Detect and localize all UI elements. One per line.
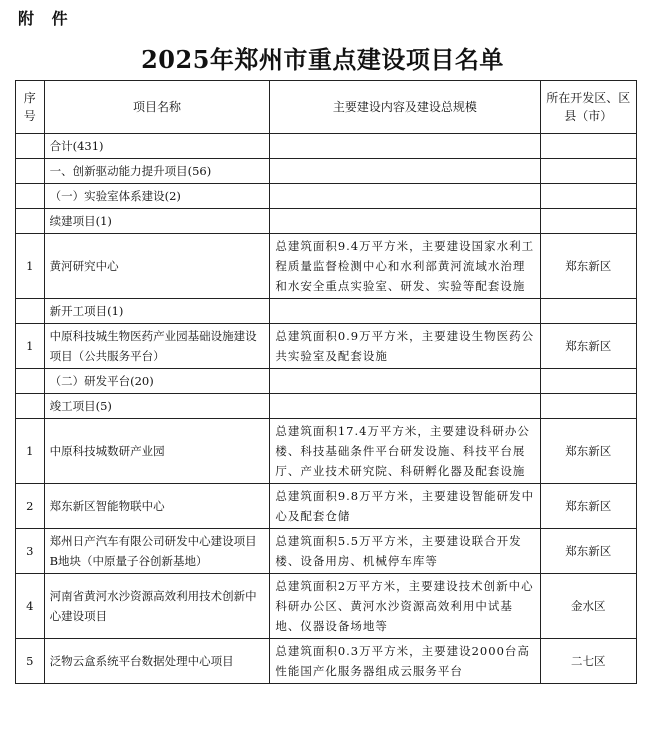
project-content: 总建筑面积0.3万平方米，主要建设2000台高性能国产化服务器组成云服务平台 <box>270 639 540 684</box>
attachment-label: 附 件 <box>18 9 74 28</box>
header-district: 所在开发区、区县（市） <box>540 81 636 134</box>
table-row <box>16 324 637 369</box>
project-content: 总建筑面积9.4万平方米，主要建设国家水利工程质量监督检测中心和水利部黄河流域水治理和水安全重点实验室、研发、实验等配套设施 <box>270 234 540 299</box>
row-number: 4 <box>16 574 45 639</box>
header-number: 序号 <box>16 81 45 134</box>
project-district: 郑东新区 <box>540 484 636 529</box>
project-content: 总建筑面积17.4万平方米，主要建设科研办公楼、科技基础条件平台研发设施、科技平台展厅、产业技术研究院、科研孵化器及配套设施 <box>270 419 540 484</box>
section-total: 合计(431) <box>44 134 270 159</box>
table-row <box>16 419 637 484</box>
table-row <box>16 639 637 684</box>
header-content: 主要建设内容及建设总规模 <box>270 81 540 134</box>
project-name: 郑州日产汽车有限公司研发中心建设项目B地块（中原量子谷创新基地） <box>44 529 270 574</box>
project-district: 郑东新区 <box>540 234 636 299</box>
project-district: 郑东新区 <box>540 419 636 484</box>
project-name: 泛物云盒系统平台数据处理中心项目 <box>44 639 270 684</box>
table-header-row <box>16 81 637 134</box>
row-number: 1 <box>16 234 45 299</box>
project-content: 总建筑面积9.8万平方米，主要建设智能研发中心及配套仓储 <box>270 484 540 529</box>
row-number: 1 <box>16 324 45 369</box>
table-row <box>16 484 637 529</box>
section-row-continued <box>16 209 637 234</box>
project-district: 二七区 <box>540 639 636 684</box>
project-name: 黄河研究中心 <box>44 234 270 299</box>
section-continued: 续建项目(1) <box>44 209 270 234</box>
row-number: 5 <box>16 639 45 684</box>
project-content: 总建筑面积2万平方米，主要建设技术创新中心科研办公区、黄河水沙资源高效利用中试基地、仪器设备场地等 <box>270 574 540 639</box>
section-row-rd-platform <box>16 369 637 394</box>
header-name: 项目名称 <box>44 81 270 134</box>
project-content: 总建筑面积5.5万平方米，主要建设联合开发楼、设备用房、机械停车库等 <box>270 529 540 574</box>
section-innovation: 一、创新驱动能力提升项目(56) <box>44 159 270 184</box>
table-row <box>16 574 637 639</box>
project-name: 河南省黄河水沙资源高效利用技术创新中心建设项目 <box>44 574 270 639</box>
section-new-start: 新开工项目(1) <box>44 299 270 324</box>
section-completed: 竣工项目(5) <box>44 394 270 419</box>
table-row <box>16 529 637 574</box>
section-row-lab-system <box>16 184 637 209</box>
page-title: 2025年郑州市重点建设项目名单 <box>141 45 504 74</box>
project-name: 中原科技城生物医药产业园基础设施建设项目（公共服务平台） <box>44 324 270 369</box>
project-name: 郑东新区智能物联中心 <box>44 484 270 529</box>
section-rd-platform: （二）研发平台(20) <box>44 369 270 394</box>
table-row <box>16 234 637 299</box>
project-name: 中原科技城数研产业园 <box>44 419 270 484</box>
row-number: 3 <box>16 529 45 574</box>
row-number: 2 <box>16 484 45 529</box>
section-row-innovation <box>16 159 637 184</box>
section-row-total <box>16 134 637 159</box>
project-district: 郑东新区 <box>540 529 636 574</box>
row-number: 1 <box>16 419 45 484</box>
project-table <box>15 80 637 684</box>
section-lab-system: （一）实验室体系建设(2) <box>44 184 270 209</box>
section-row-completed <box>16 394 637 419</box>
project-district: 郑东新区 <box>540 324 636 369</box>
section-row-new-start <box>16 299 637 324</box>
project-content: 总建筑面积0.9万平方米，主要建设生物医药公共实验室及配套设施 <box>270 324 540 369</box>
project-district: 金水区 <box>540 574 636 639</box>
